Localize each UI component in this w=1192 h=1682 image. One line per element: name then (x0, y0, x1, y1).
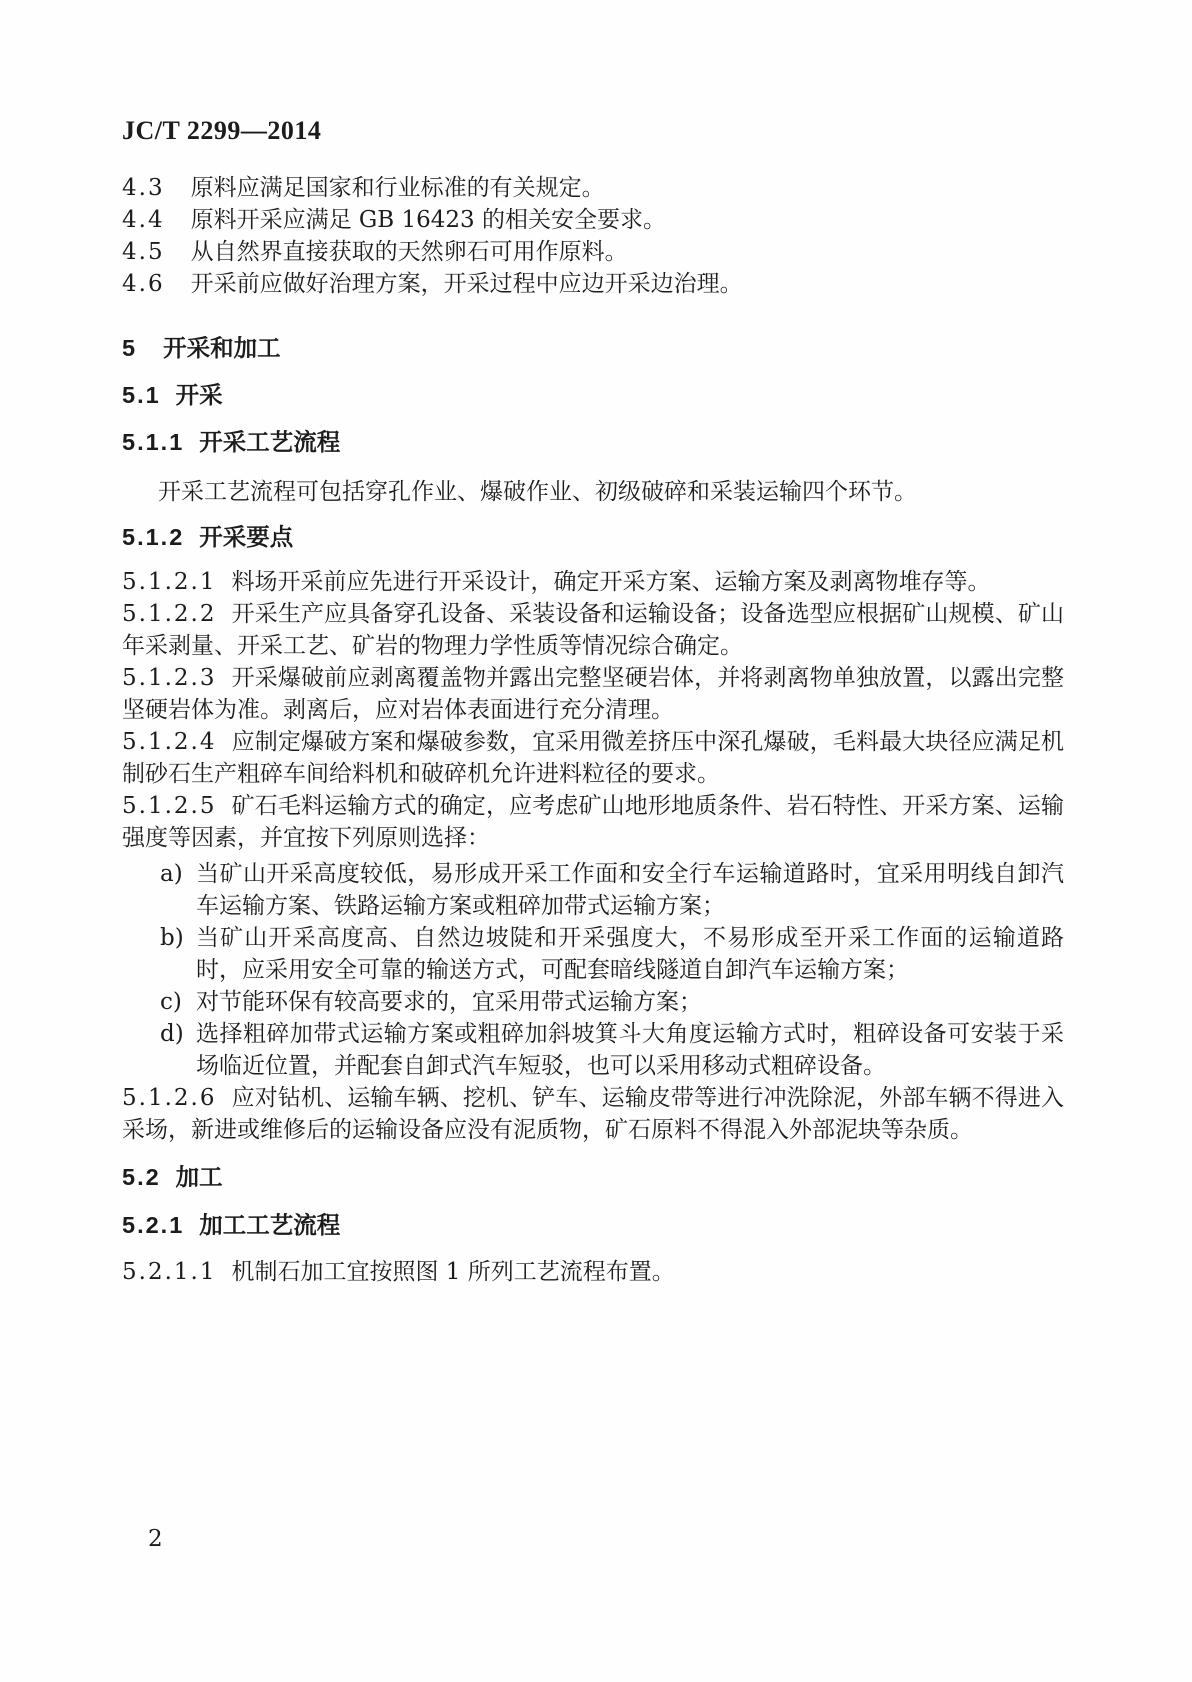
list-item-c (122, 986, 1064, 1018)
section-5-1-heading (122, 379, 1064, 411)
section-number: 5.1 (122, 382, 161, 408)
clause-number: 5.2.1.1 (122, 1259, 217, 1285)
clause-number: 4.6 (122, 271, 165, 297)
list-item-b (122, 922, 1064, 986)
clause-5-2-1-1 (122, 1256, 1064, 1288)
clause-4-items (122, 172, 1064, 300)
section-5-2-1-heading (122, 1209, 1064, 1241)
list-text: 对节能环保有较高要求的，宜采用带式运输方案； (196, 989, 702, 1015)
clause-number: 5.1.2.1 (122, 569, 217, 595)
section-5-1-2-heading (122, 521, 1064, 553)
section-title: 开采 (175, 382, 223, 408)
clause-4-5 (122, 236, 1064, 268)
section-number: 5.2.1 (122, 1212, 185, 1238)
section-number: 5 (122, 335, 138, 361)
section-number: 5.1.2 (122, 524, 185, 550)
clause-text: 料场开采前应先进行开采设计，确定开采方案、运输方案及剥离物堆存等。 (231, 569, 991, 595)
clause-text: 开采爆破前应剥离覆盖物并露出完整坚硬岩体，并将剥离物单独放置，以露出完整坚硬岩体为准。剥离后，应对岩体表面进行充分清理。 (122, 665, 1064, 723)
list-text: 选择粗碎加带式运输方案或粗碎加斜坡箕斗大角度运输方式时，粗碎设备可安装于采场临近位置，并配套自卸式汽车短驳，也可以采用移动式粗碎设备。 (196, 1021, 1064, 1079)
section-title: 加工工艺流程 (199, 1212, 341, 1238)
section-title: 加工 (175, 1164, 223, 1190)
clause-5-1-2-items (122, 566, 1064, 854)
standard-number-header: JC/T 2299—2014 (122, 116, 322, 145)
section-title: 开采要点 (199, 524, 294, 550)
list-marker: b) (160, 925, 184, 951)
list-text: 当矿山开采高度较低，易形成开采工作面和安全行车运输道路时，宜采用明线自卸汽车运输方案、铁路运输方案或粗碎加带式运输方案； (196, 861, 1064, 919)
clause-text: 开采前应做好治理方案，开采过程中应边开采边治理。 (190, 271, 743, 297)
section-5-heading (122, 332, 1064, 364)
transport-options-list (122, 858, 1064, 1082)
page-number: 2 (148, 1526, 163, 1552)
clause-text: 矿石毛料运输方式的确定，应考虑矿山地形地质条件、岩石特性、开采方案、运输强度等因素，并宜按下列原则选择： (122, 793, 1064, 851)
list-item-a (122, 858, 1064, 922)
clause-number: 4.5 (122, 239, 165, 265)
list-item-d (122, 1018, 1064, 1082)
clause-5-1-2-1 (122, 566, 1064, 598)
clause-text: 原料应满足国家和行业标准的有关规定。 (190, 175, 605, 201)
clause-text: 应对钻机、运输车辆、挖机、铲车、运输皮带等进行冲洗除泥，外部车辆不得进入采场，新进或维修后的运输设备应没有泥质物，矿石原料不得混入外部泥块等杂质。 (122, 1085, 1064, 1143)
section-5-2-heading (122, 1161, 1064, 1193)
clause-4-6 (122, 268, 1064, 300)
clause-4-3 (122, 172, 1064, 204)
list-text: 当矿山开采高度高、自然边坡陡和开采强度大，不易形成至开采工作面的运输道路时，应采用安全可靠的输送方式，可配套暗线隧道自卸汽车运输方案； (196, 925, 1064, 983)
paragraph-5-1-1: 开采工艺流程可包括穿孔作业、爆破作业、初级破碎和采装运输四个环节。 (158, 479, 917, 505)
clause-number: 5.1.2.6 (122, 1085, 217, 1111)
clause-5-1-2-5 (122, 790, 1064, 854)
clause-4-4 (122, 204, 1064, 236)
clause-number: 4.3 (122, 175, 165, 201)
clause-text: 开采生产应具备穿孔设备、采装设备和运输设备；设备选型应根据矿山规模、矿山年采剥量、开采工艺、矿岩的物理力学性质等情况综合确定。 (122, 601, 1064, 659)
section-number: 5.2 (122, 1164, 161, 1190)
section-number: 5.1.1 (122, 429, 185, 455)
list-marker: d) (160, 1021, 184, 1047)
list-marker: a) (160, 861, 183, 887)
clause-number: 5.1.2.3 (122, 665, 217, 691)
clause-number: 5.1.2.5 (122, 793, 217, 819)
page-content (122, 0, 1064, 1288)
clause-5-1-2-4 (122, 726, 1064, 790)
clause-number: 5.1.2.4 (122, 729, 217, 755)
clause-5-1-2-6 (122, 1082, 1064, 1146)
clause-5-1-2-3 (122, 662, 1064, 726)
list-marker: c) (160, 989, 182, 1015)
clause-number: 5.1.2.2 (122, 601, 217, 627)
clause-5-1-2-2 (122, 598, 1064, 662)
section-title: 开采工艺流程 (199, 429, 341, 455)
section-title: 开采和加工 (163, 335, 281, 361)
clause-text: 机制石加工宜按照图 1 所列工艺流程布置。 (231, 1259, 675, 1285)
clause-number: 4.4 (122, 207, 165, 233)
clause-text: 原料开采应满足 GB 16423 的相关安全要求。 (190, 207, 666, 233)
clause-text: 从自然界直接获取的天然卵石可用作原料。 (190, 239, 628, 265)
section-5-1-1-heading (122, 426, 1064, 458)
clause-text: 应制定爆破方案和爆破参数，宜采用微差挤压中深孔爆破，毛料最大块径应满足机制砂石生产粗碎车间给料机和破碎机允许进料粒径的要求。 (122, 729, 1064, 787)
